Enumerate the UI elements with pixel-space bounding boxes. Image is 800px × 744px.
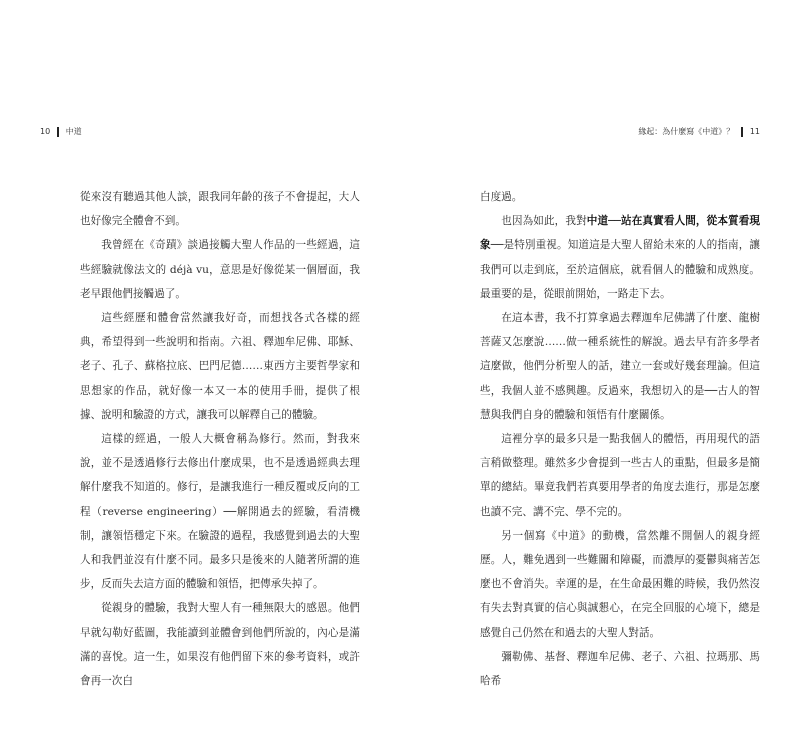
paragraph: 彌勒佛、基督、釋迦牟尼佛、老子、六祖、拉瑪那、馬哈希 <box>480 650 760 688</box>
paragraph: 這些經歷和體會當然讓我好奇，而想找各式各樣的經典，希望得到一些說明和指南。六祖、釋迦牟尼佛、耶穌、老子、孔子、蘇格拉底、巴門尼德……東西方主要哲學家和思想家的作品，就好像一本又一本的使用手冊，提供了根據、說明和驗證的方式，讓我可以解釋自己的體驗。 <box>80 312 360 421</box>
paragraph: 另一個寫《中道》的動機，當然離不開個人的親身經歷。人，難免遇到一些難關和障礙，而濃厚的憂鬱與痛苦怎麼也不會消失。幸運的是，在生命最困難的時候，我仍然沒有失去對真實的信心與誠懇心，在完全回服的心境下，總是感覺自己仍然在和過去的大聖人對話。 <box>480 529 760 639</box>
paragraph: 我曾經在《奇蹟》談過接觸大聖人作品的一些經過，這些經驗就像法文的 déjà vu，意思是好像從某一個層面，我老早跟他們接觸過了。 <box>80 239 360 300</box>
emphasis-text: 中道──站在真實看人間，從本質看現象 <box>480 215 761 252</box>
header-divider <box>57 127 59 137</box>
left-page-header <box>40 126 82 137</box>
paragraph-text: ──是特別重視。知道這是大聖人留給未來的人的指南，讓我們可以走到底，至於這個底，就看個人的體驗和成熟度。最重要的是，從眼前開始，一路走下去。 <box>480 239 761 300</box>
paragraph: 白度過。 <box>480 191 523 203</box>
right-page-number: 11 <box>749 127 760 136</box>
left-running-head: 中道 <box>65 127 82 136</box>
paragraph: 這樣的經過，一般人大概會稱為修行。然而，對我來說，並不是透過修行去修出什麼成果，也不是透過經典去理解什麼我不知道的。修行，是讓我進行一種反覆或反向的工程（reverse engineering）──解開過去的經驗，看清機制，讓領悟穩定下來。在驗證的過程，我感覺到過去的大聖人和我們並沒有什麼不同。最多只是後來的人隨著所謂的進步，反而失去這方面的體驗和領悟，把傳承失掉了。 <box>80 433 360 591</box>
right-page-header <box>638 126 760 137</box>
paragraph: 在這本書，我不打算拿過去釋迦牟尼佛講了什麼、龍樹菩薩又怎麼說……做一種系統性的解說。過去早有許多學者這麼做，他們分析聖人的話，建立一套或好幾套理論。但這些，我個人並不感興趣。反過來，我想切入的是──古人的智慧與我們自身的體驗和領悟有什麼關係。 <box>480 312 760 421</box>
right-running-head: 緣起：為什麼寫《中道》？ <box>638 127 735 136</box>
right-page-body <box>480 185 760 693</box>
left-page-number: 10 <box>40 127 51 136</box>
paragraph-with-emphasis <box>480 209 760 306</box>
paragraph-text: 也因為如此，我對 <box>501 215 587 228</box>
paragraph: 從親身的體驗，我對大聖人有一種無限大的感恩。他們早就勾勒好藍圖，我能讀到並體會到他們所說的，內心是滿滿的喜悅。這一生，如果沒有他們留下來的參考資料，或許會再一次白 <box>80 602 360 688</box>
paragraph: 這裡分享的最多只是一點我個人的體悟，再用現代的語言稍做整理。雖然多少會提到一些古人的重點，但最多是簡單的總結。畢竟我們若真要用學者的角度去進行，那是怎麼也讀不完、講不完、學不完的。 <box>480 433 760 518</box>
paragraph: 從來沒有聽過其他人談，跟我同年齡的孩子不會提起，大人也好像完全體會不到。 <box>80 191 360 228</box>
left-page-body <box>80 185 360 693</box>
header-divider <box>741 127 743 137</box>
